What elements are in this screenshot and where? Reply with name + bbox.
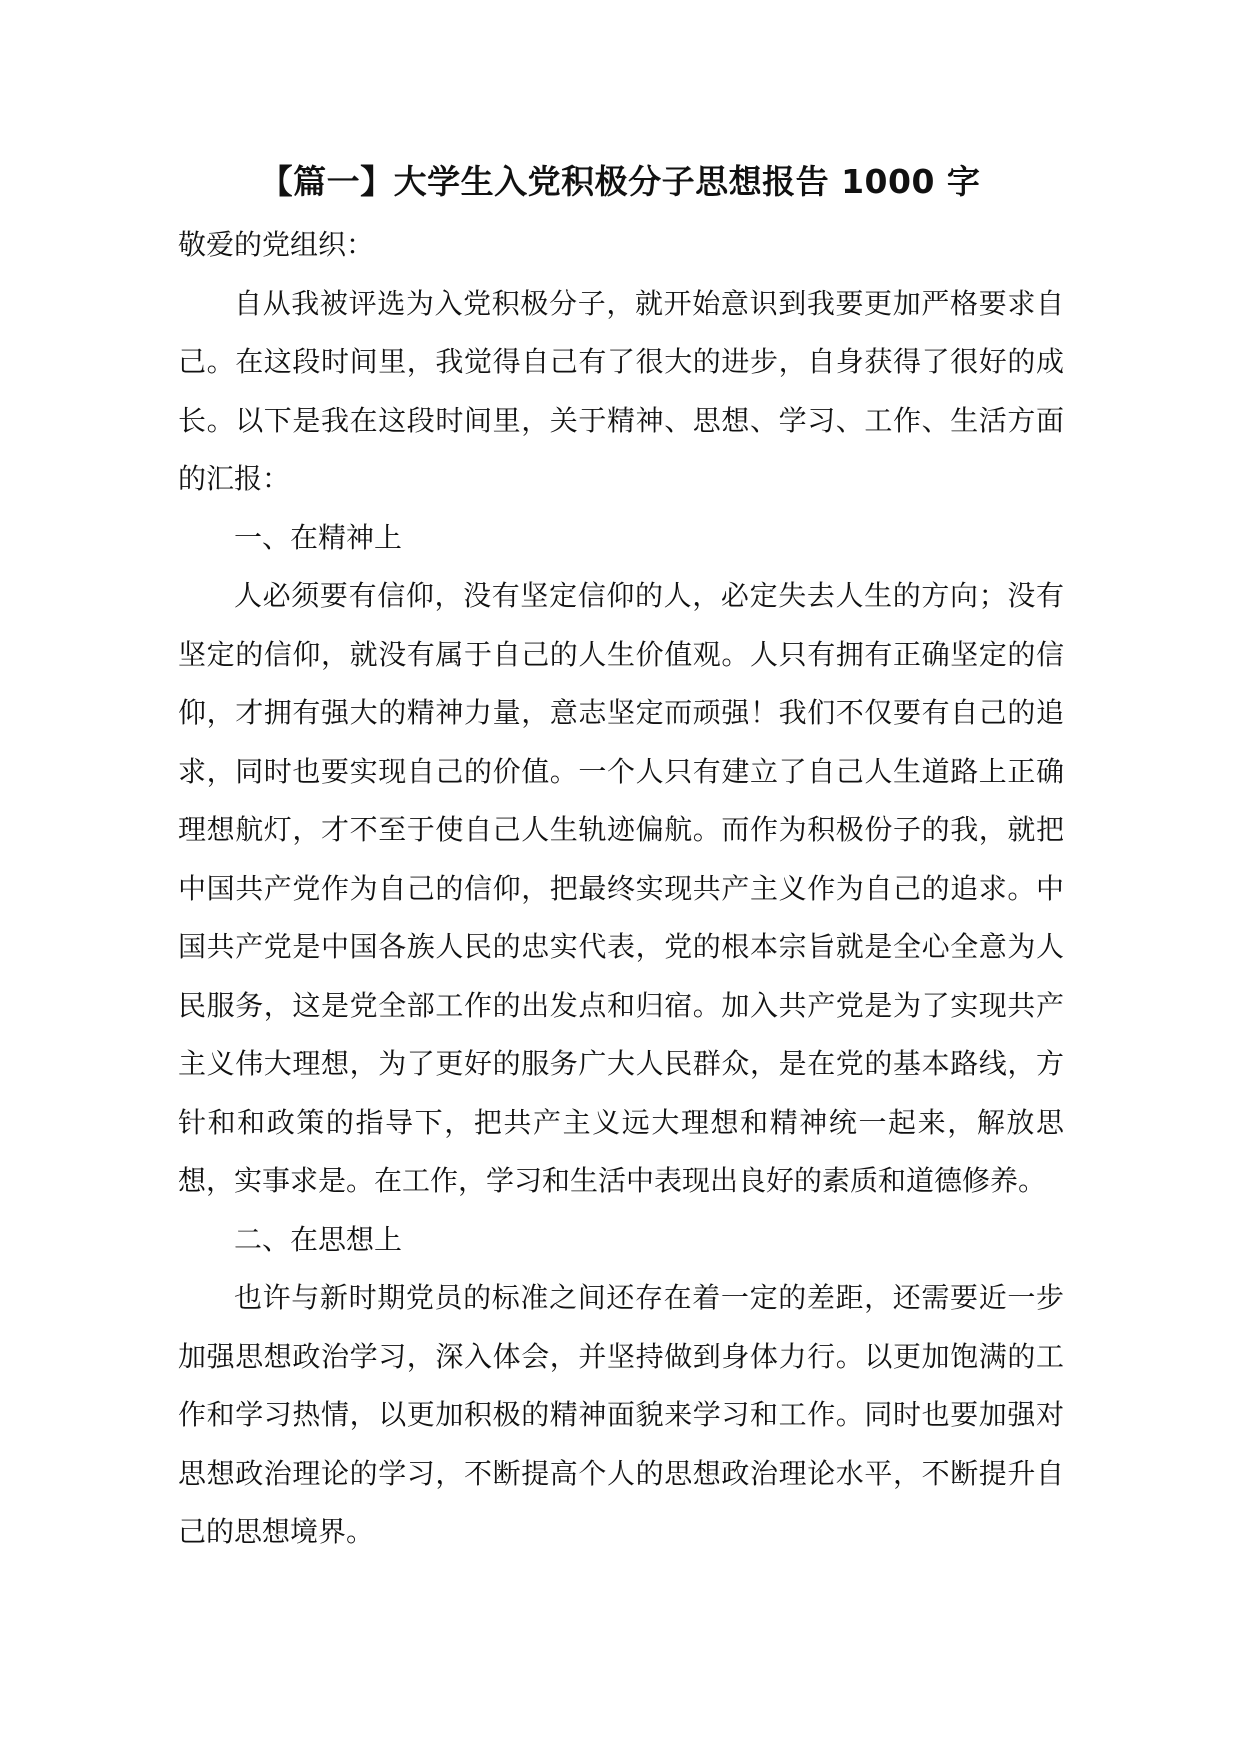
paragraph-intro: 自从我被评选为入党积极分子，就开始意识到我要更加严格要求自己。在这段时间里，我觉得自己有了很大的进步，自身获得了很好的成长。以下是我在这段时间里，关于精神、思想、学习、工作、生活方面的汇报： xyxy=(178,286,1064,495)
paragraph-spirit: 人必须要有信仰，没有坚定信仰的人，必定失去人生的方向；没有坚定的信仰，就没有属于自己的人生价值观。人只有拥有正确坚定的信仰，才拥有强大的精神力量，意志坚定而顽强！我们不仅要有自己的追求，同时也要实现自己的价值。一个人只有建立了自己人生道路上正确理想航灯，才不至于使自己人生轨迹偏航。而作为积极份子的我，就把中国共产党作为自己的信仰，把最终实现共产主义作为自己的追求。中国共产党是中国各族人民的忠实代表，党的根本宗旨就是全心全意为人民服务，这是党全部工作的出发点和归宿。加入共产党是为了实现共产主义伟大理想，为了更好的服务广大人民群众，是在党的基本路线，方针和和政策的指导下，把共产主义远大理想和精神统一起来，解放思想，实事求是。在工作，学习和生活中表现出良好的素质和道德修养。 xyxy=(178,579,1064,1197)
document-title: 【篇一】大学生入党积极分子思想报告 1000 字 xyxy=(259,162,981,201)
document-body xyxy=(178,216,1064,1562)
section-heading-spirit: 一、在精神上 xyxy=(234,520,403,554)
paragraph-thought: 也许与新时期党员的标准之间还存在着一定的差距，还需要近一步加强思想政治学习，深入体会，并坚持做到身体力行。以更加饱满的工作和学习热情，以更加积极的精神面貌来学习和工作。同时也要加强对思想政治理论的学习，不断提高个人的思想政治理论水平，不断提升自己的思想境界。 xyxy=(178,1281,1064,1548)
section-heading-thought: 二、在思想上 xyxy=(234,1222,403,1256)
salutation: 敬爱的党组织： xyxy=(178,228,375,261)
